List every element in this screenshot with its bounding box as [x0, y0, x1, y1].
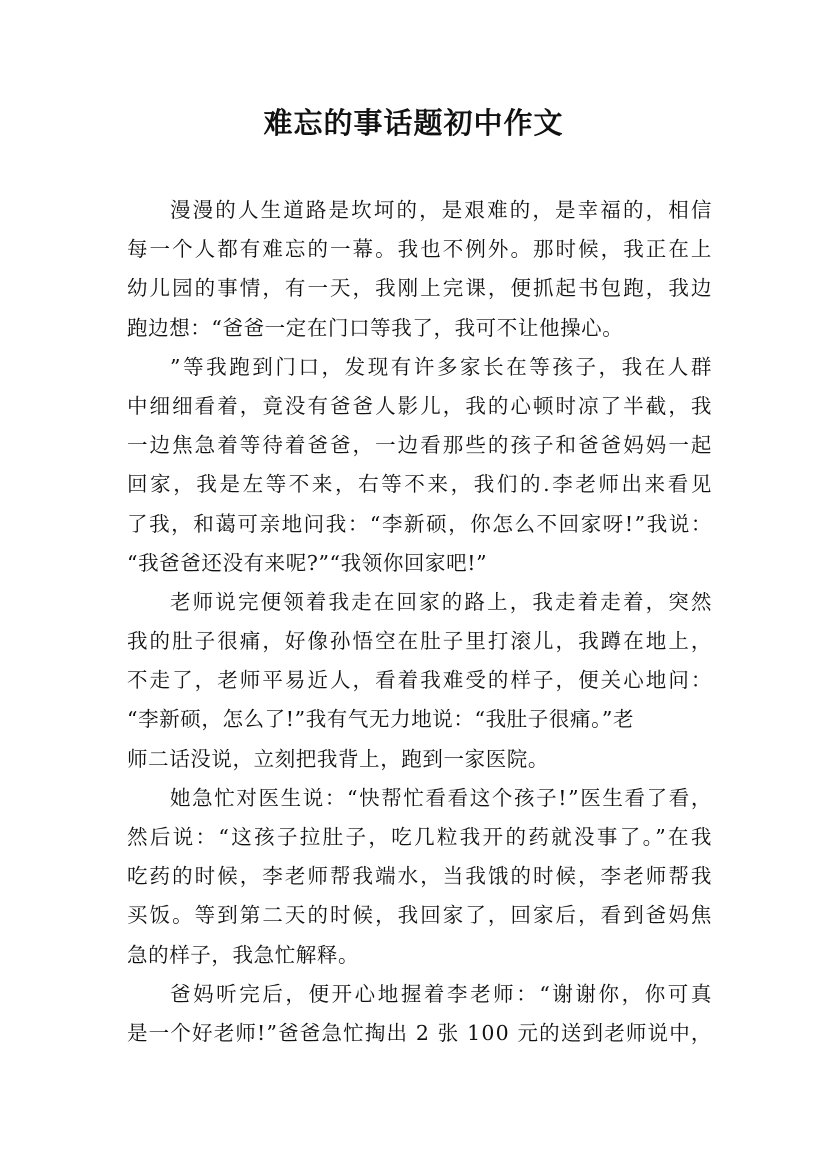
- text-line: 不走了，老师平易近人，看着我难受的样子，便关心地问：: [127, 668, 714, 693]
- text-line: 爸妈听完后，便开心地握着李老师：“谢谢你，你可真: [170, 981, 714, 1006]
- text-line: ”等我跑到门口，发现有许多家长在等孩子，我在人群: [170, 354, 714, 379]
- text-line: 她急忙对医生说：“快帮忙看看这个孩子!”医生看了看，: [170, 785, 714, 810]
- text-line: 漫漫的人生道路是坎坷的，是艰难的，是幸福的，相信: [170, 198, 714, 222]
- text-line: 了我，和蔼可亲地问我：“李新硕，你怎么不回家呀!”我说：: [127, 511, 713, 536]
- text-line: 吃药的时候，李老师帮我端水，当我饿的时候，李老师帮我: [127, 864, 714, 889]
- text-line: 然后说：“这孩子拉肚子，吃几粒我开的药就没事了。”在我: [127, 825, 714, 849]
- text-line: 中细细看着，竟没有爸爸人影儿，我的心顿时凉了半截，我: [127, 393, 714, 418]
- text-line: 幼儿园的事情，有一天，我刚上完课，便抓起书包跑，我边: [127, 276, 714, 301]
- text-line: 回家，我是左等不来，右等不来，我们的.李老师出来看见: [127, 472, 715, 497]
- text-line: “李新硕，怎么了!”我有气无力地说：“我肚子很痛。”老: [127, 707, 635, 732]
- document-title: 难忘的事话题初中作文: [263, 106, 564, 140]
- text-line: 买饭。等到第二天的时候，我回家了，回家后，看到爸妈焦: [127, 903, 714, 928]
- text-line: 是一个好老师!”爸爸急忙掏出 2 张 100 元的送到老师说中，: [127, 1020, 713, 1045]
- text-line: 一边焦急着等待着爸爸，一边看那些的孩子和爸爸妈妈一起: [127, 433, 714, 458]
- text-line: 跑边想：“爸爸一定在门口等我了，我可不让他操心。: [127, 315, 624, 340]
- document-body: [127, 191, 715, 1053]
- text-line: 我的肚子很痛，好像孙悟空在肚子里打滚儿，我蹲在地上，: [127, 629, 714, 654]
- text-line: 每一个人都有难忘的一幕。我也不例外。那时候，我正在上: [127, 237, 714, 262]
- text-line: “我爸爸还没有来呢?”“我领你回家吧!”: [127, 550, 488, 575]
- text-line: 老师说完便领着我走在回家的路上，我走着走着，突然: [170, 589, 714, 614]
- text-line: 师二话没说，立刻把我背上，跑到一家医院。: [127, 746, 549, 771]
- text-line: 急的样子，我急忙解释。: [127, 942, 360, 967]
